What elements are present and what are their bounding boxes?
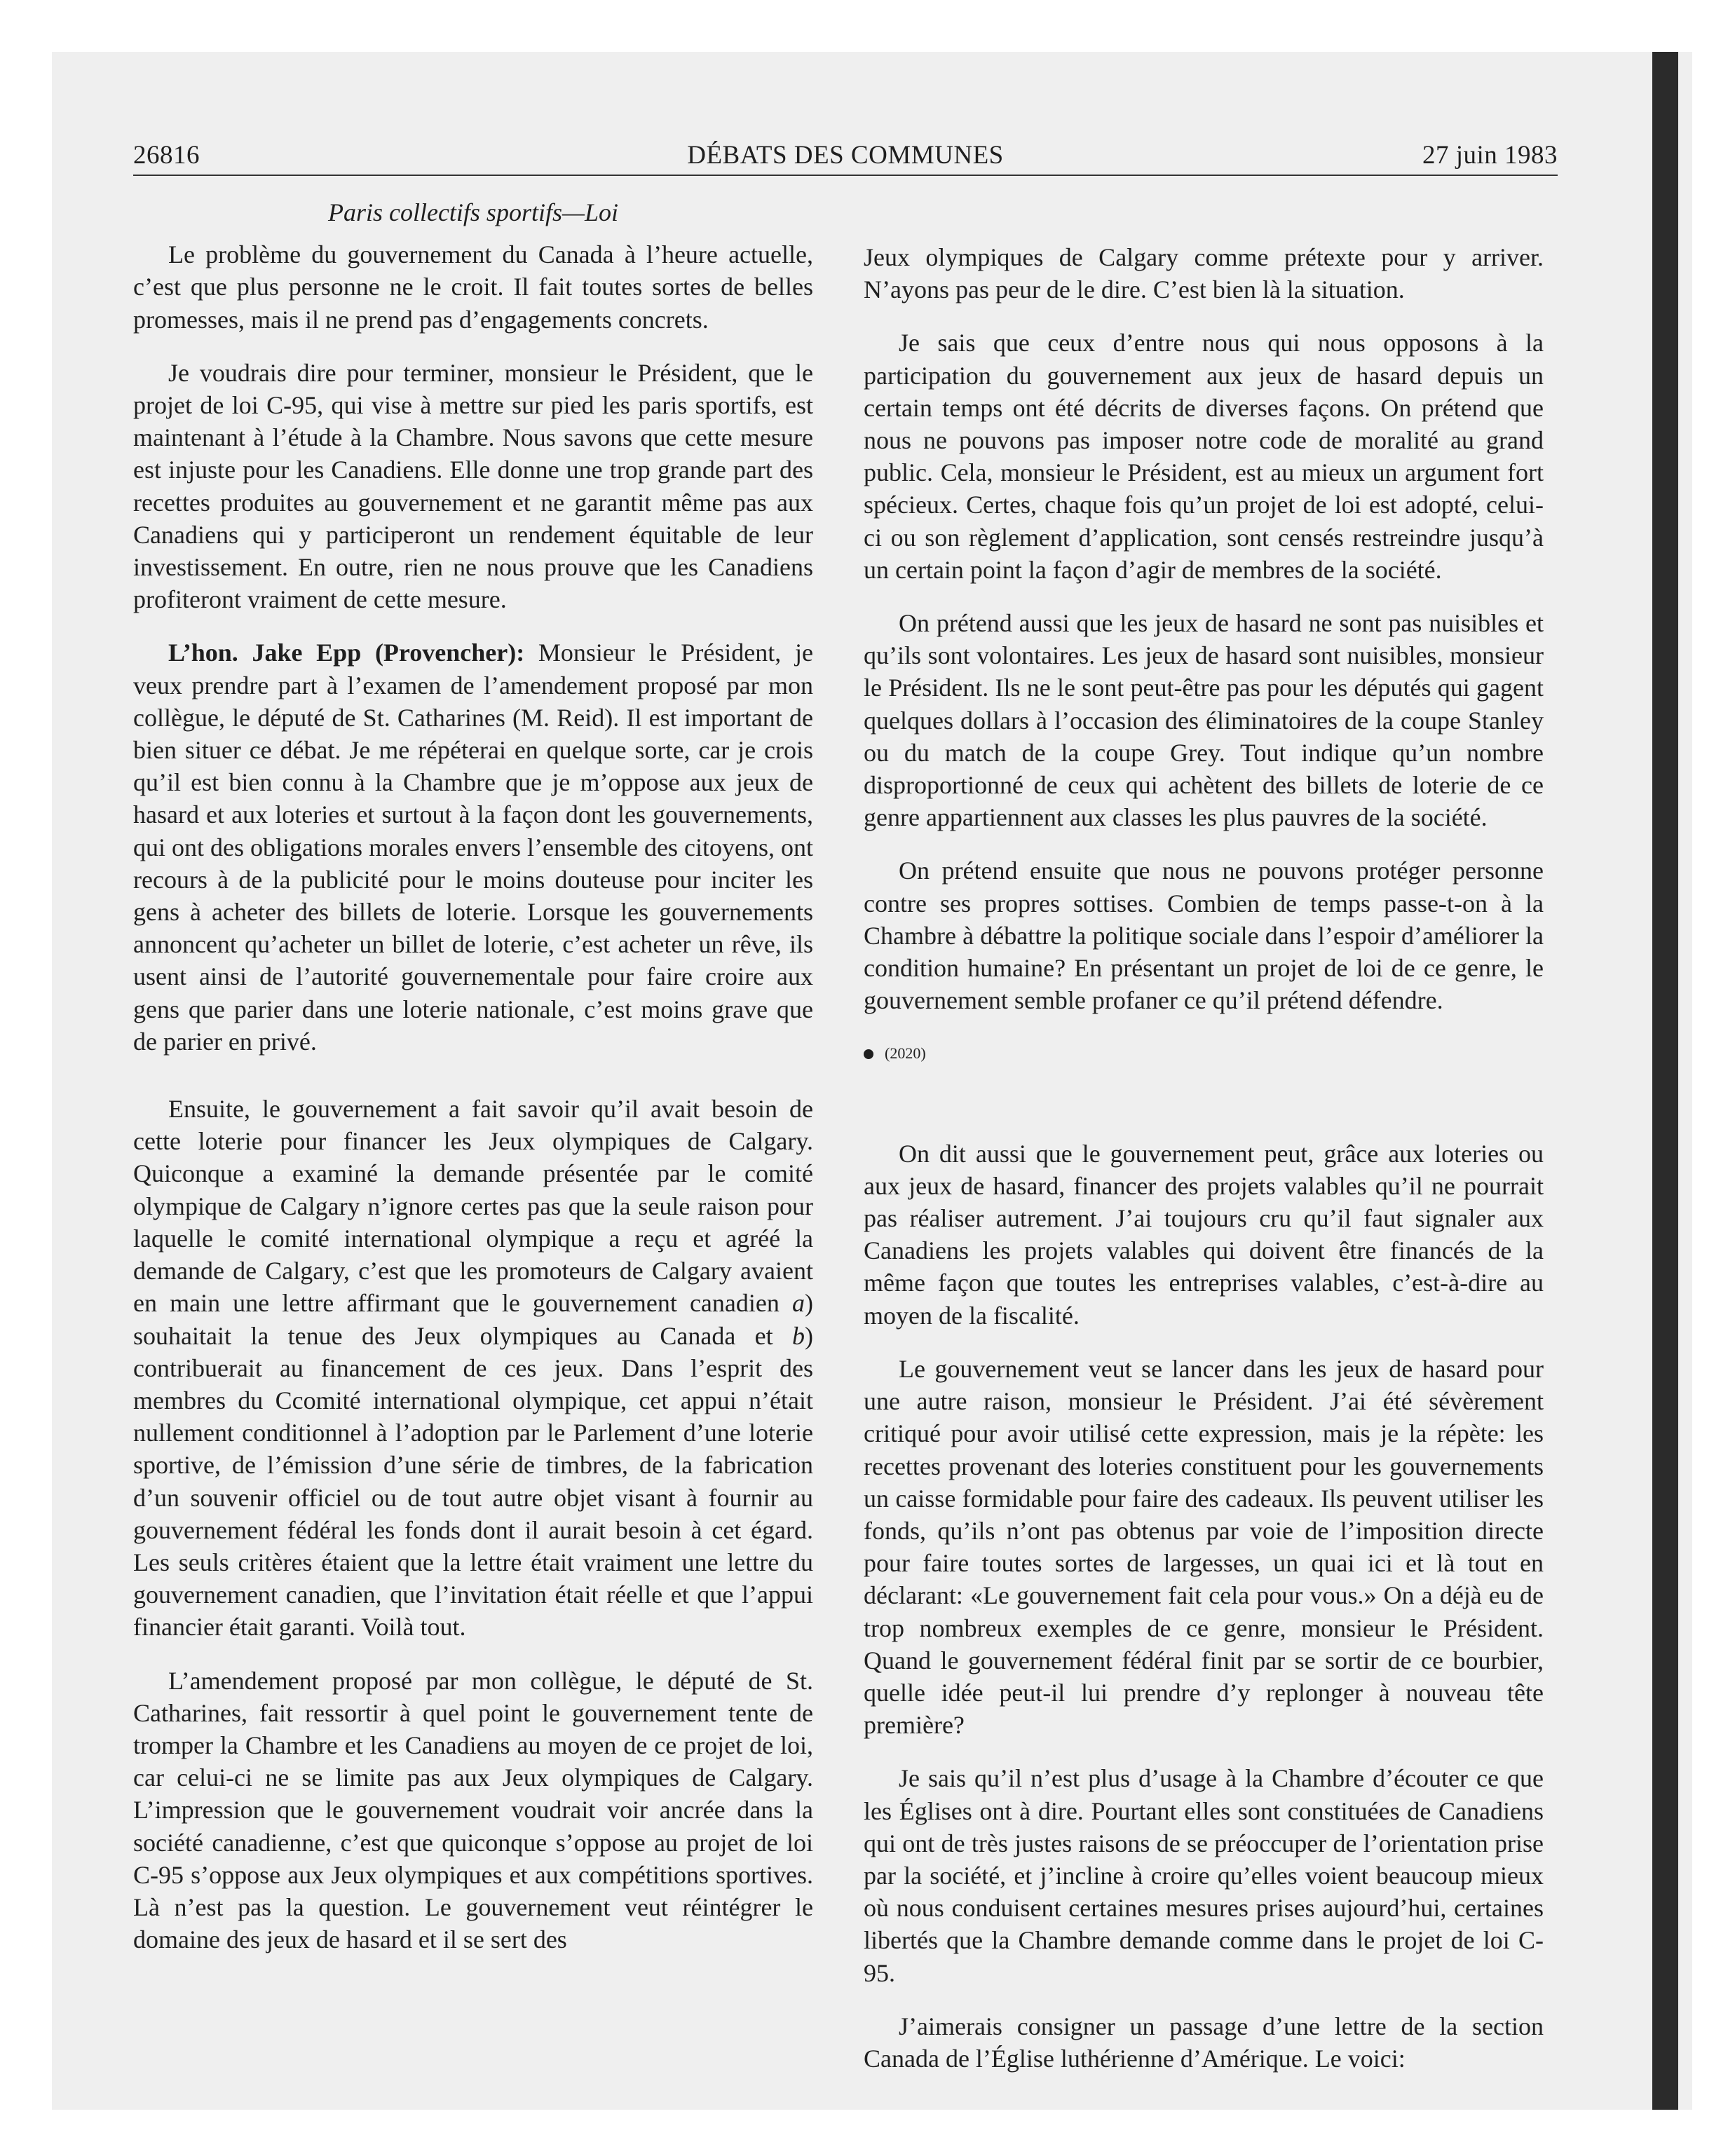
speech-paragraph <box>133 636 813 1058</box>
time-marker <box>864 1037 1544 1070</box>
paragraph-text: ) souhaitait la tenue des Jeux olympiques au Canada et <box>133 1289 813 1350</box>
left-column <box>133 196 813 1977</box>
paragraph: On prétend aussi que les jeux de hasard ne sont pas nuisibles et qu’ils sont volontaires. Les jeux de hasard sont nuisibles, monsieur le Président. Ils ne le sont peut-être pas pour les députés qui gagent quelques dollars à l’occasion des éliminatoires de la coupe Stanley ou du match de la coupe Grey. Tout indique qu’un nombre disproportionné de ceux qui achètent des billets de loterie de ce genre appartiennent aux classes les plus pauvres de la société. <box>864 609 1544 832</box>
paragraph: Je sais que ceux d’entre nous qui nous opposons à la participation du gouvernement aux jeux de hasard depuis un certain temps ont été décrits de diverses façons. On prétend que nous ne pouvons pas imposer notre code de moralité au grand public. Cela, monsieur le Président, est au mieux un argument fort spécieux. Certes, chaque fois qu’un projet de loi est adopté, celui-ci ou son règlement d’application, sont censés restreindre jusqu’à un certain point la façon d’agir de membres de la société. <box>864 329 1544 584</box>
paragraph: On prétend ensuite que nous ne pouvons protéger personne contre ses propres sottises. Combien de temps passe-t-on à la Chambre à débattre la politique sociale dans l’espoir d’améliorer la condition humaine? En présentant un projet de loi de ce genre, le gouvernement semble profaner ce qu’il prétend défendre. <box>864 857 1544 1015</box>
list-marker: a <box>792 1289 805 1318</box>
list-marker: b <box>792 1321 805 1350</box>
page-number: 26816 <box>133 141 200 170</box>
speech-text: Monsieur le Président, je veux prendre part à l’examen de l’amendement proposé par mon collègue, le député de St. Catharines (M. Reid). Il est important de bien situer ce débat. Je me répéterai en quelque sorte, car je crois qu’il est bien connu à la Chambre que je m’oppose aux jeux de hasard et aux loteries et surtout à la façon dont les gouvernements, qui ont des obligations morales envers l’ensemble des citoyens, ont recours à de la publicité pour le moins douteuse pour inciter les gens à acheter des billets de loterie. Lorsque les gouvernements annoncent qu’acheter un billet de loterie, c’est acheter un rêve, ils usent ainsi de l’autorité gouvernementale pour faire croire aux gens que parier dans une loterie nationale, c’est moins grave que de parier en privé. <box>133 639 813 1056</box>
paragraph: Jeux olympiques de Calgary comme prétexte pour y arriver. N’ayons pas peur de le dire. C’est bien là la situation. <box>864 243 1544 304</box>
publication-date: 27 juin 1983 <box>1422 141 1558 170</box>
right-column <box>864 241 1544 2096</box>
paragraph <box>133 1093 813 1643</box>
spacer <box>133 1079 813 1093</box>
paragraph-text: ) contribuerait au financement de ces jeux. Dans l’esprit des membres du Ccomité international olympique, cet appui n’était nullement conditionnel à l’adoption par le Parlement d’une loterie sportive, de l’émission d’une série de timbres, de la fabrication d’un souvenir officiel ou de tout autre objet visant à fournir au gouvernement fédéral les fonds dont il aurait besoin à cet égard. Les seuls critères étaient que la lettre était vraiment une lettre du gouvernement canadien, que l’invitation était réelle et que l’appui financier était garanti. Voilà tout. <box>133 1321 813 1642</box>
paragraph: Je sais qu’il n’est plus d’usage à la Chambre d’écouter ce que les Églises ont à dire. Pourtant elles sont constituées de Canadiens qui ont de très justes raisons de se préoccuper de l’orientation prise par la société, et j’incline à croire qu’elles voient beaucoup mieux où nous conduisent certaines mesures prises aujourd’hui, certaines libertés que la Chambre demande comme dans le projet de loi C-95. <box>864 1764 1544 1987</box>
bullet-icon <box>864 1049 873 1059</box>
paragraph-text: Ensuite, le gouvernement a fait savoir qu’il avait besoin de cette loterie pour financer les Jeux olympiques de Calgary. Quiconque a examiné la demande présentée par le comité olympique de Calgary n’ignore certes pas que la seule raison pour laquelle le comité international olympique a reçu et agréé la demande de Calgary, c’est que les promoteurs de Calgary avaient en main une lettre affirmant que le gouvernement canadien <box>133 1095 813 1318</box>
scan-edge-shadow <box>1652 52 1678 2110</box>
publication-title: DÉBATS DES COMMUNES <box>687 141 1004 170</box>
paragraph: Je voudrais dire pour terminer, monsieur le Président, que le projet de loi C-95, qui vise à mettre sur pied les paris sportifs, est maintenant à l’étude à la Chambre. Nous savons que cette mesure est injuste pour les Canadiens. Elle donne une trop grande part des recettes produites au gouvernement et ne garantit même pas aux Canadiens qui y participeront un rendement équitable de leur investissement. En outre, rien ne nous prouve que les Canadiens profiteront vraiment de cette mesure. <box>133 358 813 614</box>
speaker-name: L’hon. Jake Epp (Provencher): <box>168 639 525 667</box>
paragraph: Le gouvernement veut se lancer dans les jeux de hasard pour une autre raison, monsieur le Président. J’ai été sévèrement critiqué pour avoir utilisé cette expression, mais je la répète: les recettes provenant des loteries constituent pour les gouvernements un caisse formidable pour faire des cadeaux. Ils peuvent utiliser les fonds, qu’ils n’ont pas obtenus par voie de l’imposition directe pour faire toutes sortes de largesses, un quai ici et là tout en déclarant: «Le gouvernement fait cela pour vous.» On a déjà eu de trop nombreux exemples de ce genre, monsieur le Président. Quand le gouvernement fédéral finit par se sortir de ce bourbier, quelle idée peut-il lui prendre d’y replonger à nouveau tête première? <box>864 1354 1544 1740</box>
page-header <box>133 140 1558 175</box>
section-title: Paris collectifs sportifs—Loi <box>327 198 619 226</box>
paragraph: On dit aussi que le gouvernement peut, grâce aux loteries ou aux jeux de hasard, financer des projets valables qu’il ne pourrait pas réaliser autrement. J’ai toujours cru qu’il faut signaler aux Canadiens les projets valables qui doivent être financés de la même façon que toutes les entreprises valables, c’est-à-dire au moyen de la fiscalité. <box>864 1139 1544 1330</box>
time-marker-text: (2020) <box>885 1044 926 1063</box>
header-rule <box>133 175 1558 176</box>
paragraph: J’aimerais consigner un passage d’une lettre de la section Canada de l’Église luthérienne d’Amérique. Le voici: <box>864 2012 1544 2073</box>
paragraph: L’amendement proposé par mon collègue, le député de St. Catharines, fait ressortir à quel point le gouvernement tente de tromper la Chambre et les Canadiens au moyen de ce projet de loi, car celui-ci ne se limite pas aux Jeux olympiques de Calgary. L’impression que le gouvernement voudrait voir ancrée dans la société canadienne, c’est que quiconque s’oppose au projet de loi C-95 s’oppose aux Jeux olympiques et aux compétitions sportives. Là n’est pas la question. Le gouvernement veut réintégrer le domaine des jeux de hasard et il se sert des <box>133 1666 813 1954</box>
paragraph: Le problème du gouvernement du Canada à l’heure actuelle, c’est que plus personne ne le croit. Il fait toutes sortes de belles promesses, mais il ne prend pas d’engagements concrets. <box>133 240 813 334</box>
